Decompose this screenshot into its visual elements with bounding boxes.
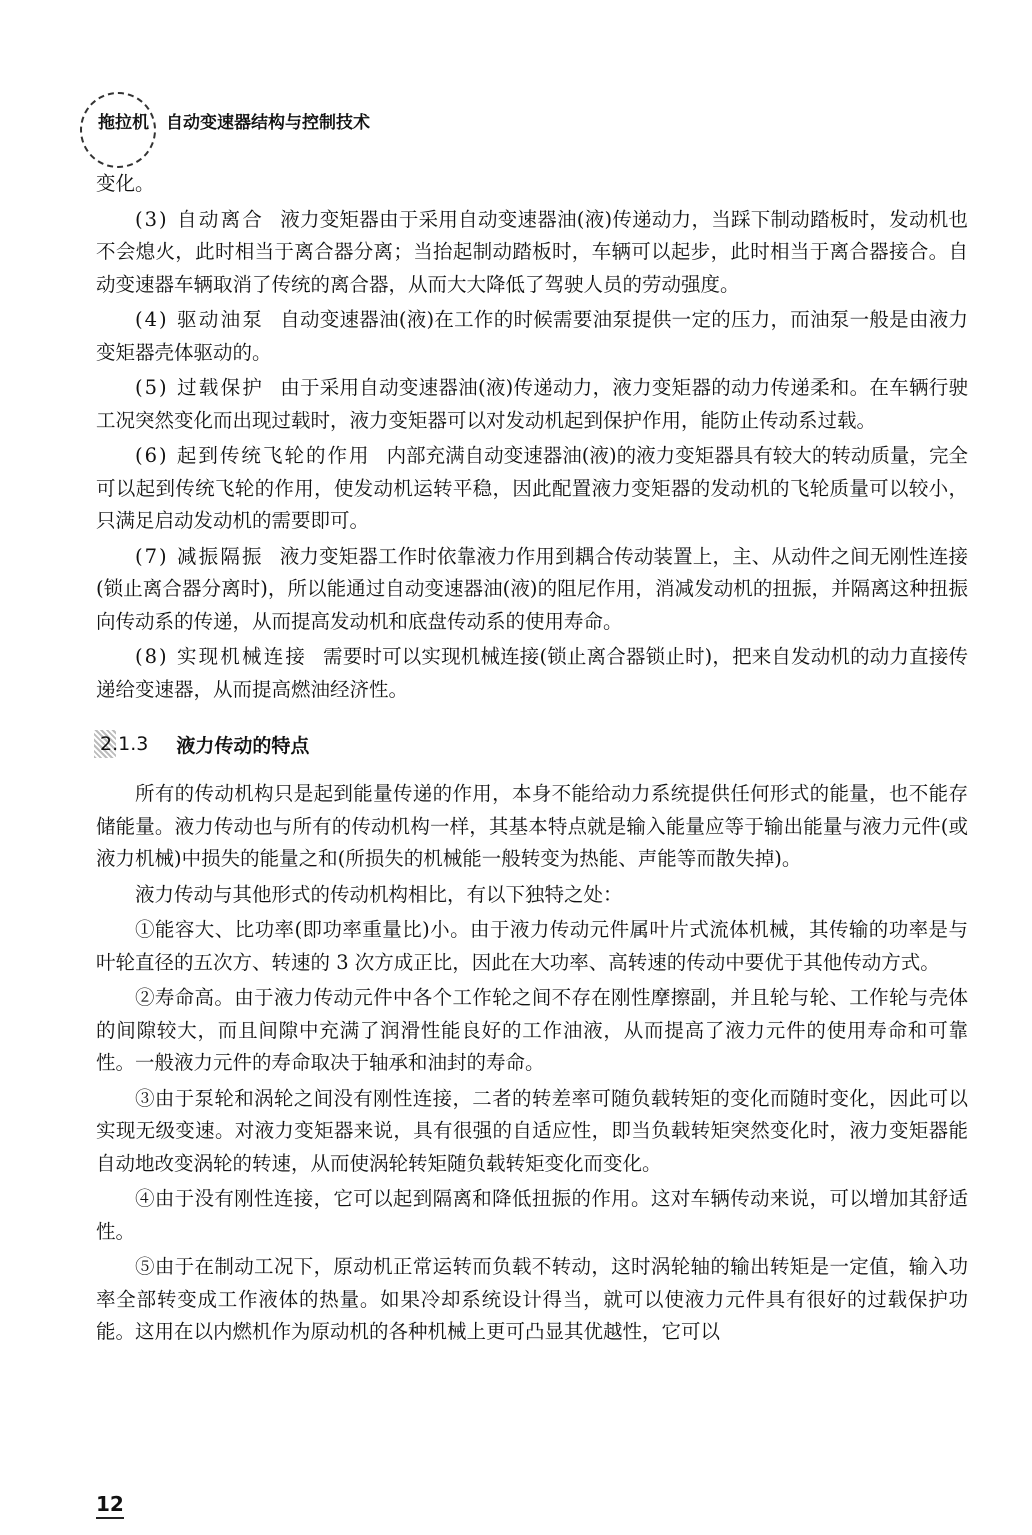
page-body [96,168,968,1349]
section-paragraph: ②寿命高。由于液力传动元件中各个工作轮之间不存在刚性摩擦副，并且轮与轮、工作轮与壳体的间隙较大，而且间隙中充满了润滑性能良好的工作油液，从而提高了液力元件的使用寿命和可靠性。一般液力元件的寿命取决于轴承和油封的寿命。 [96,986,968,1074]
section-paragraph: 液力传动与其他形式的传动机构相比，有以下独特之处： [135,882,623,906]
section-number: 2.1.3 [96,733,148,755]
list-item [96,304,968,369]
item-text: 自动变速器油(液)在工作的时候需要油泵提供一定的压力，而油泵一般是由液力变矩器壳体驱动的。 [96,308,969,364]
item-label: (3) 自动离合 [135,207,265,231]
item-label: (8) 实现机械连接 [135,645,308,668]
item-label: (5) 过载保护 [135,376,265,399]
section-paragraph: ③由于泵轮和涡轮之间没有刚性连接，二者的转差率可随负载转矩的变化而随时变化，因此可以实现无级变速。对液力变矩器来说，具有很强的自适应性，即当负载转矩突然变化时，液力变矩器能自动地改变涡轮的转速，从而使涡轮转矩随负载转矩变化而变化。 [96,1086,968,1175]
item-text: 液力变矩器由于采用自动变速器油(液)传递动力，当踩下制动踏板时，发动机也不会熄火，此时相当于离合器分离；当抬起制动踏板时，车辆可以起步，此时相当于离合器接合。自动变速器车辆取消了传统的离合器，从而大大降低了驾驶人员的劳动强度。 [96,207,969,296]
list-item [96,541,968,639]
section-paragraph: ④由于没有刚性连接，它可以起到隔离和降低扭振的作用。这对车辆传动来说，可以增加其舒适性。 [96,1187,968,1243]
section-paragraph: ①能容大、比功率(即功率重量比)小。由于液力传动元件属叶片式流体机械，其传输的功率是与叶轮直径的五次方、转速的 3 次方成正比，因此在大功率、高转速的传动中要优于其他传动方式。 [96,918,968,974]
list-item [96,204,968,302]
section-title: 液力传动的特点 [176,734,310,757]
book-title: 自动变速器结构与控制技术 [166,113,370,133]
item-text: 内部充满自动变速器油(液)的液力变矩器具有较大的转动质量，完全可以起到传统飞轮的作用，使发动机运转平稳，因此配置液力变矩器的发动机的飞轮质量可以较小，只满足启动发动机的需要即可。 [96,444,968,532]
item-label: (6) 起到传统飞轮的作用 [135,444,371,467]
item-text: 液力变矩器工作时依靠液力作用到耦合传动装置上，主、从动件之间无刚性连接(锁止离合器分离时)，所以能通过自动变速器油(液)的阻尼作用，消减发动机的扭振，并隔离这种扭振向传动系的传递，从而提高发动机和底盘传动系的使用寿命。 [96,544,968,633]
list-item [96,641,968,706]
page-number: 12 [96,1492,124,1519]
item-text: 由于采用自动变速器油(液)传递动力，液力变矩器的动力传递柔和。在车辆行驶工况突然变化而出现过载时，液力变矩器可以对发动机起到保护作用，能防止传动系过载。 [96,376,969,432]
section-paragraph: ⑤由于在制动工况下，原动机正常运转而负载不转动，这时涡轮轴的输出转矩是一定值，输入功率全部转变成工作液体的热量。如果冷却系统设计得当，就可以使液力元件具有很好的过载保护功能。这用在以内燃机作为原动机的各种机械上更可凸显其优越性，它可以 [96,1255,968,1343]
section-paragraph: 所有的传动机构只是起到能量传递的作用，本身不能给动力系统提供任何形式的能量，也不能存储能量。液力传动也与所有的传动机构一样，其基本特点就是输入能量应等于输出能量与液力元件(或液力机械)中损失的能量之和(所损失的机械能一般转变为热能、声能等而散失掉)。 [96,782,968,870]
section-heading [96,728,968,760]
book-series-label: 拖拉机 [98,113,149,133]
list-item [96,372,968,437]
paragraph-continuation: 变化。 [96,172,155,195]
list-item [96,440,968,538]
item-label: (4) 驱动油泵 [135,308,265,331]
running-header [80,92,980,162]
item-label: (7) 减振隔振 [135,544,264,568]
item-text: 需要时可以实现机械连接(锁止离合器锁止时)，把来自发动机的动力直接传递给变速器，从而提高燃油经济性。 [96,645,968,701]
